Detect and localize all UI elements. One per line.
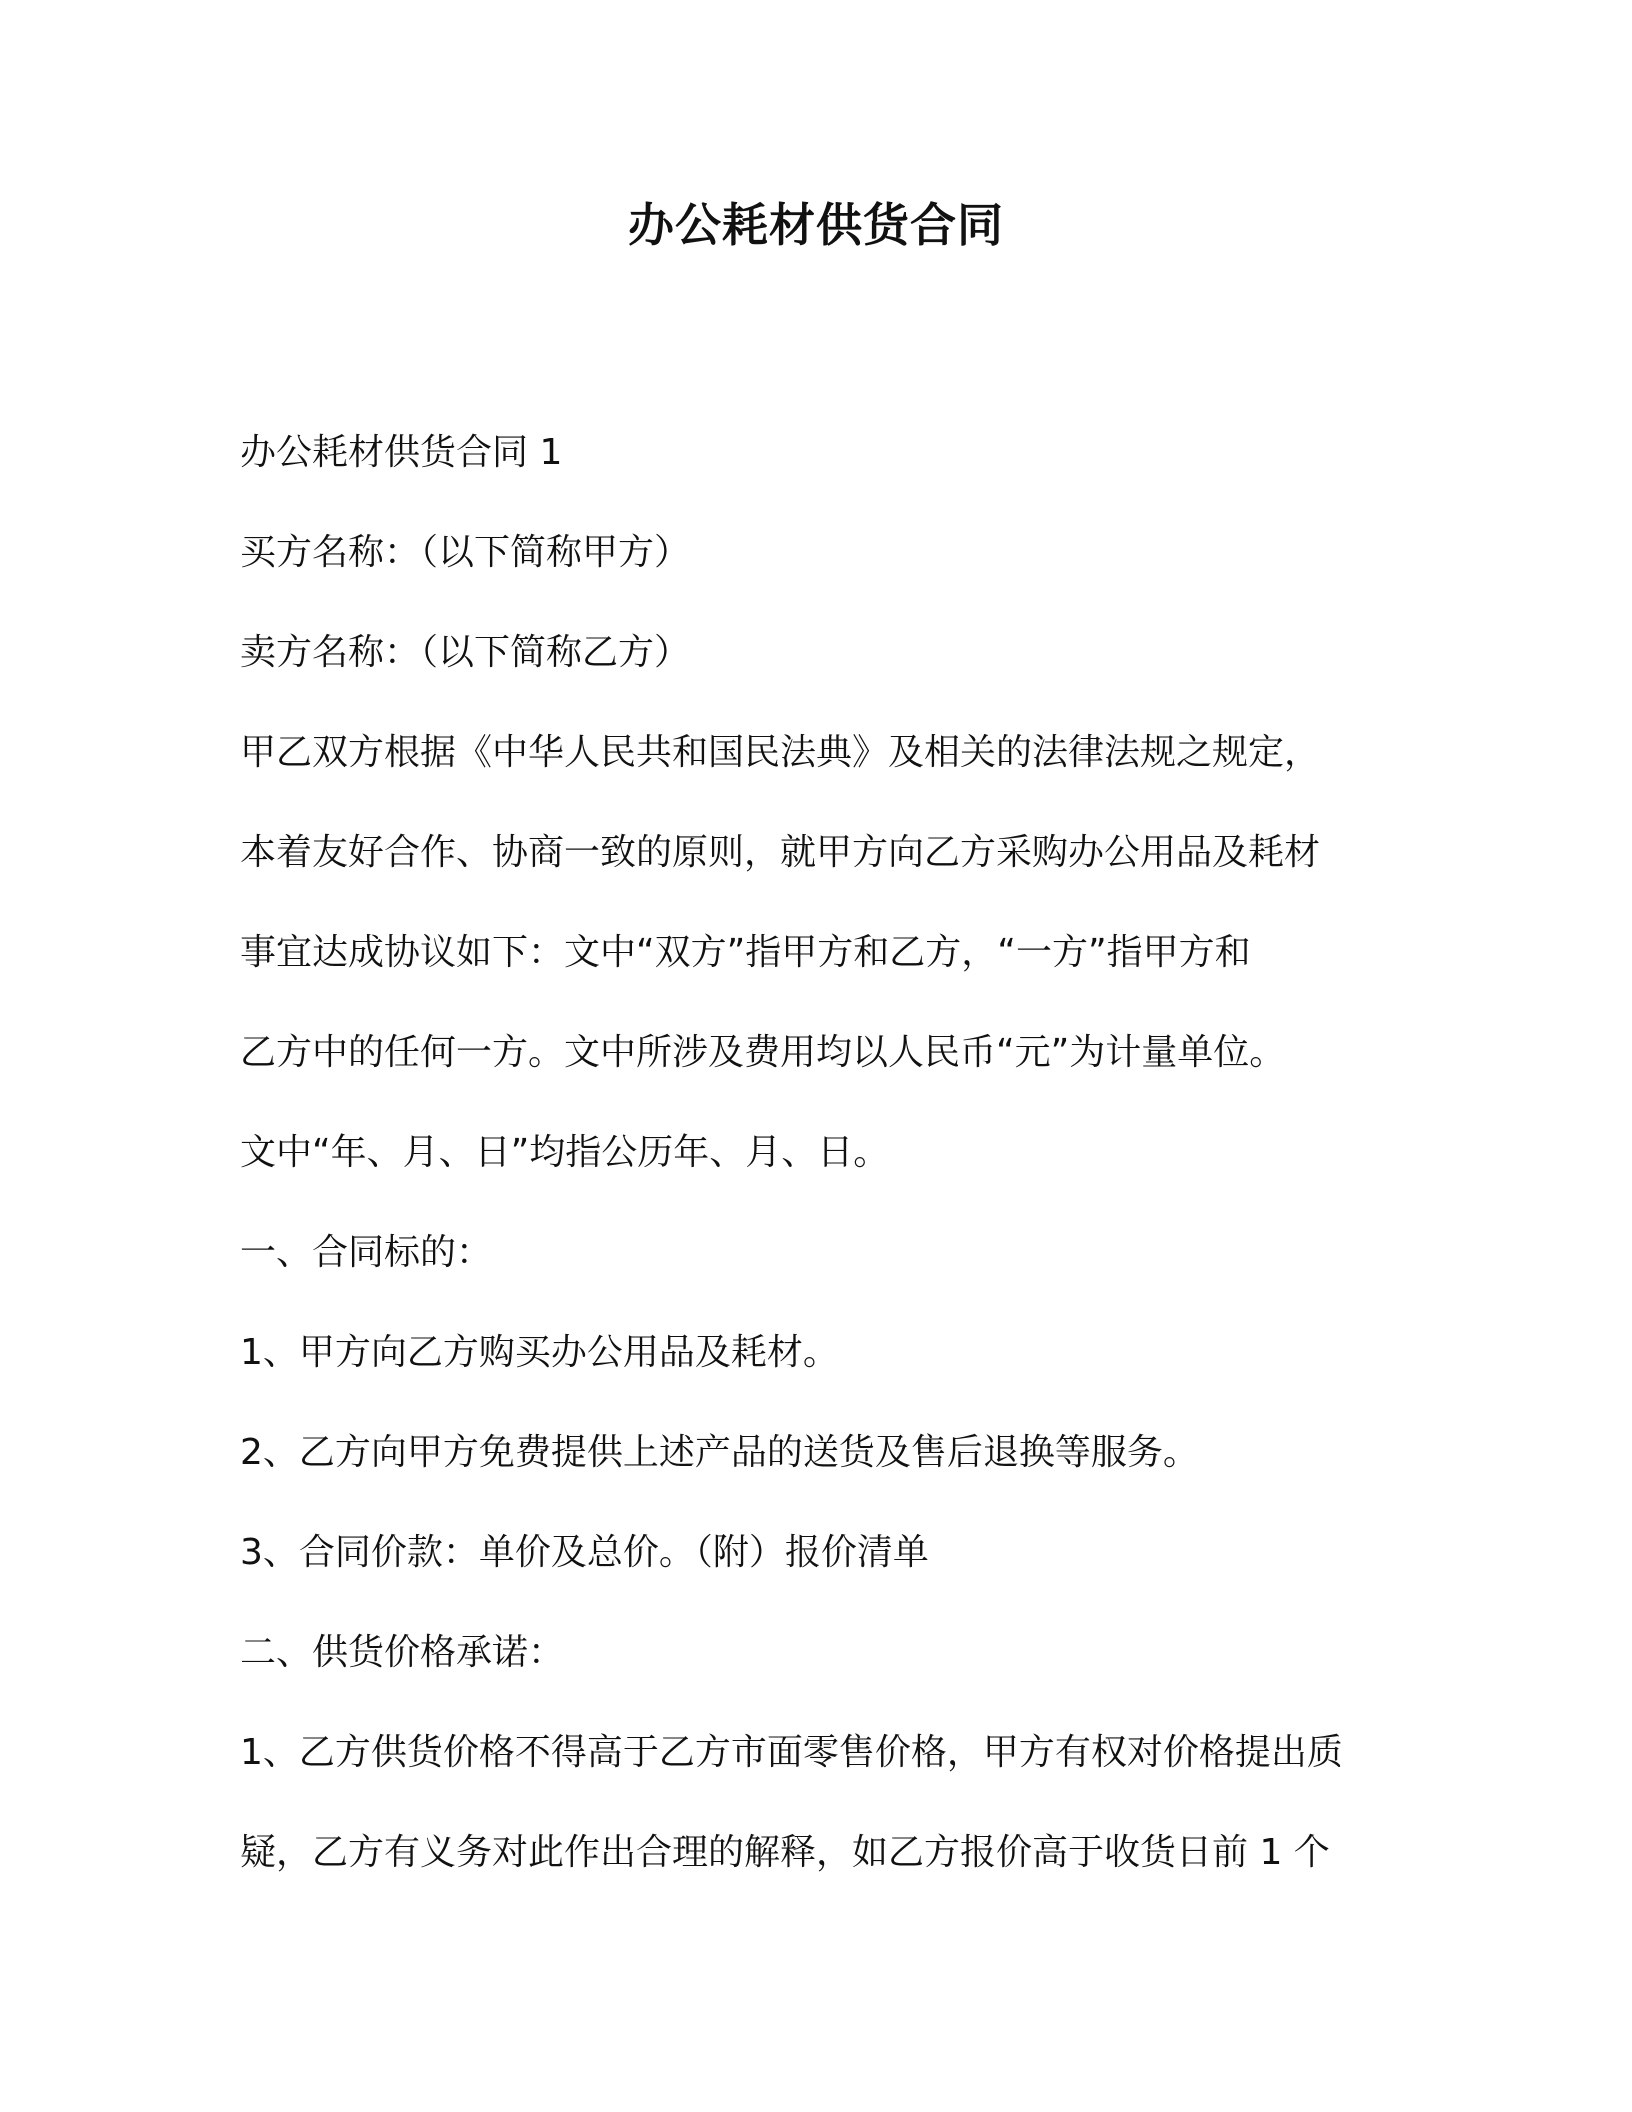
clause-item: 2、乙方向甲方免费提供上述产品的送货及售后退换等服务。	[240, 1432, 1199, 1473]
preamble-line: 本着友好合作、协商一致的原则，就甲方向乙方采购办公用品及耗材	[240, 832, 1321, 873]
preamble-line: 文中“年、月、日”均指公历年、月、日。	[240, 1132, 890, 1173]
clause-item: 3、合同价款：单价及总价。（附）报价清单	[240, 1532, 929, 1573]
clause-item: 1、乙方供货价格不得高于乙方市面零售价格，甲方有权对价格提出质	[240, 1732, 1343, 1773]
preamble-line: 事宜达成协议如下：文中“双方”指甲方和乙方，“一方”指甲方和	[240, 932, 1251, 973]
contract-heading-line: 办公耗材供货合同 1	[240, 432, 563, 473]
document-title: 办公耗材供货合同	[628, 198, 1004, 252]
section-heading: 一、合同标的：	[240, 1232, 493, 1273]
preamble-line: 乙方中的任何一方。文中所涉及费用均以人民币“元”为计量单位。	[240, 1032, 1286, 1073]
buyer-name-line: 买方名称：（以下简称甲方）	[240, 532, 691, 573]
section-heading: 二、供货价格承诺：	[240, 1632, 565, 1673]
document-body	[240, 425, 1400, 1925]
preamble-line: 甲乙双方根据《中华人民共和国民法典》及相关的法律法规之规定，	[240, 732, 1321, 773]
clause-item: 1、甲方向乙方购买办公用品及耗材。	[240, 1332, 839, 1373]
seller-name-line: 卖方名称：（以下简称乙方）	[240, 632, 691, 673]
clause-item-continuation: 疑，乙方有义务对此作出合理的解释，如乙方报价高于收货日前 1 个	[240, 1832, 1330, 1873]
